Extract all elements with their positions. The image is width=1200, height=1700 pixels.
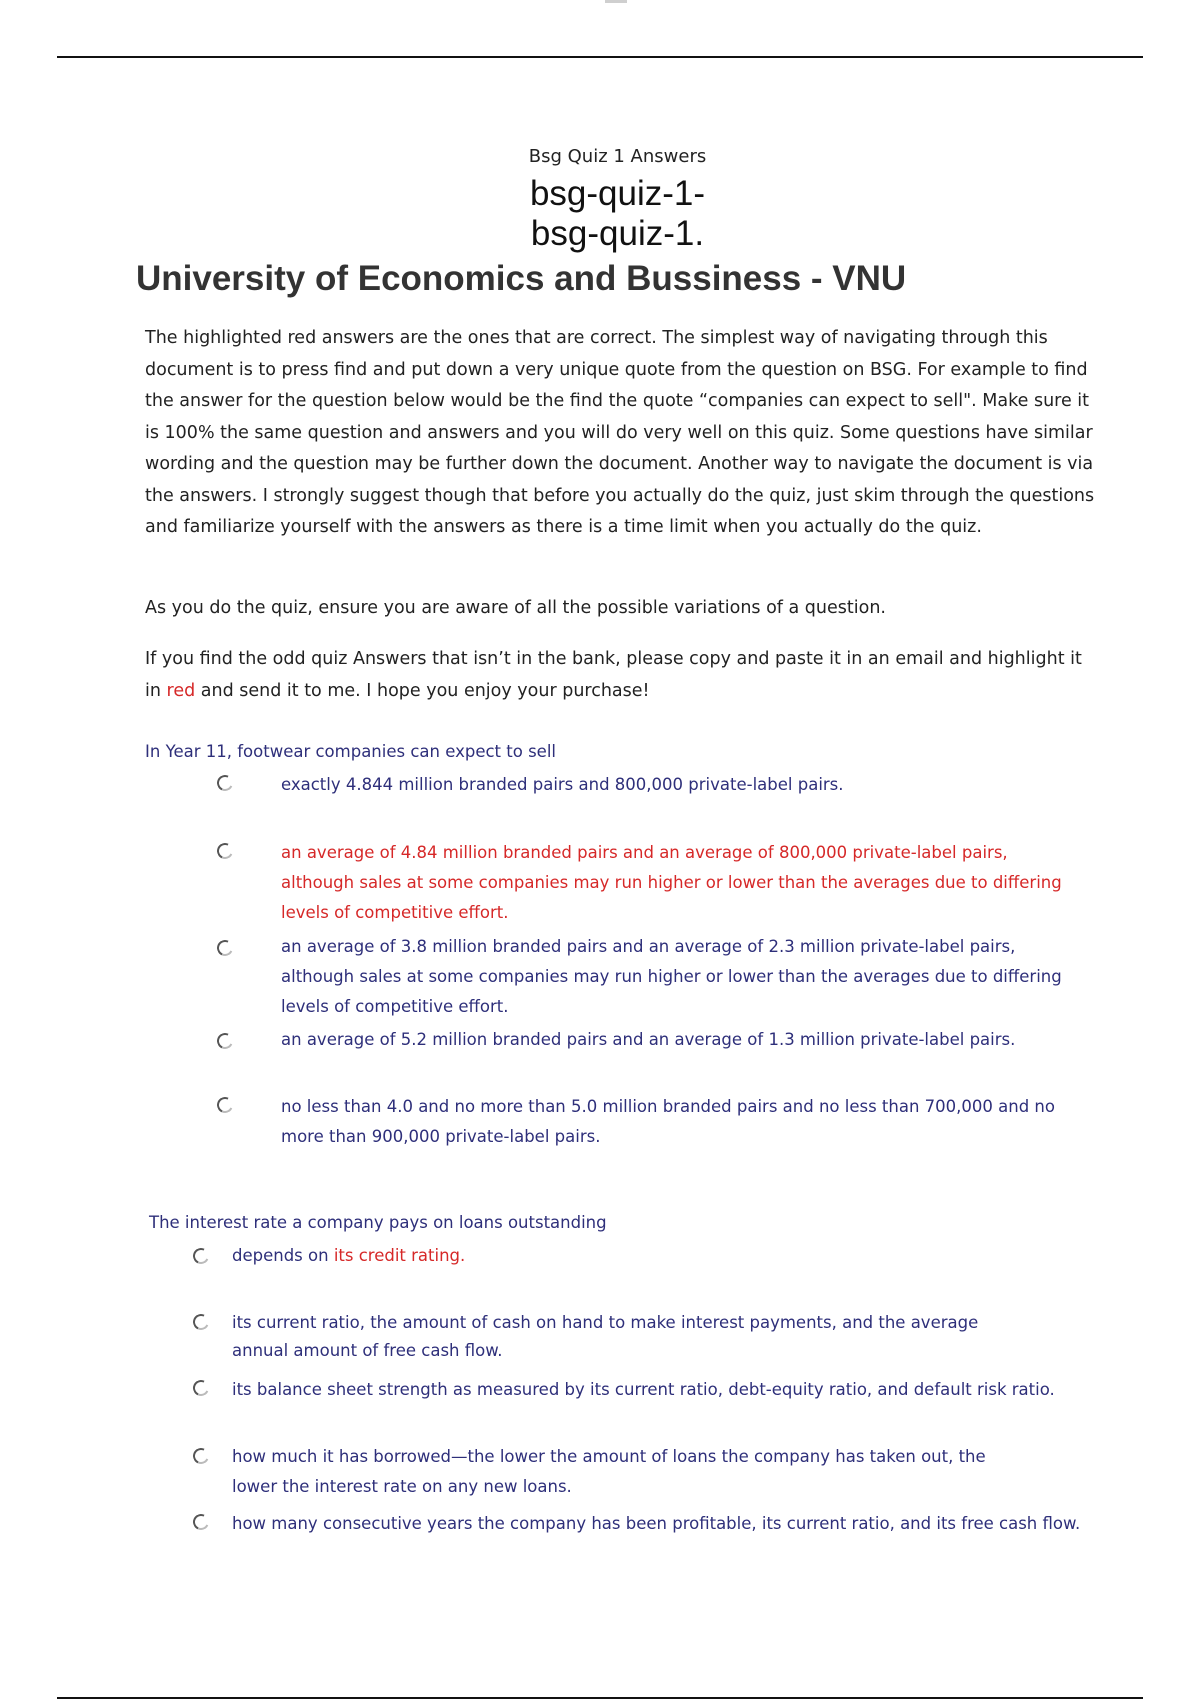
q2-option-5-text: how many consecutive years the company has been profitable, its current ratio, and its free cash flow. [232, 1514, 1081, 1533]
slug-line-1: bsg-quiz-1- [529, 174, 706, 213]
q2-option-4-text: how much it has borrowed—the lower the amount of loans the company has taken out, the lower the interest rate on any new loans. [232, 1447, 986, 1496]
q1-option-1-text: exactly 4.844 million branded pairs and 800,000 private-label pairs. [281, 775, 844, 794]
q1-option-2-radio[interactable] [215, 841, 236, 862]
q1-option-4-text: an average of 5.2 million branded pairs and an average of 1.3 million private-label pairs. [281, 1030, 1016, 1049]
intro-p3-red-word: red [166, 680, 196, 701]
intro-paragraph-1 [145, 323, 1095, 544]
q1-option-5-radio[interactable] [215, 1095, 236, 1116]
q2-option-2-text: its current ratio, the amount of cash on hand to make interest payments, and the average annual amount of free cash flow. [232, 1313, 979, 1360]
q1-option-3-text: an average of 3.8 million branded pairs and an average of 2.3 million private-label pairs, although sales at some companies may run higher or lower than the averages due to differing levels of competitive effort. [281, 937, 1062, 1016]
q2-option-1-prefix: depends on [232, 1246, 334, 1265]
question-1-text: In Year 11, footwear companies can expect to sell [145, 742, 556, 761]
q1-option-2-text-correct: an average of 4.84 million branded pairs and an average of 800,000 private-label pairs, although sales at some companies may run higher or lower than the averages due to differing levels of competitive effort. [281, 843, 1062, 922]
q1-option-5-text: no less than 4.0 and no more than 5.0 million branded pairs and no less than 700,000 and no more than 900,000 private-label pairs. [281, 1097, 1055, 1146]
q1-option-4-radio[interactable] [215, 1031, 236, 1052]
q2-option-2-radio[interactable] [191, 1312, 212, 1333]
q1-option-1-radio[interactable] [215, 773, 236, 794]
intro-p3-before: If you find the odd quiz Answers that isn’t in the bank, please copy and paste it in an email and highlight it in [145, 649, 1082, 701]
intro-paragraph-2-text: As you do the quiz, ensure you are aware of all the possible variations of a question. [145, 598, 886, 618]
header-rule [57, 56, 1143, 58]
q2-option-1-text [232, 1241, 1132, 1271]
university-heading: University of Economics and Bussiness - VNU [136, 259, 907, 298]
footer-rule [57, 1697, 1143, 1699]
intro-paragraph-3-text [145, 644, 1095, 707]
slug-line-2: bsg-quiz-1. [530, 214, 705, 253]
q2-option-3-text: its balance sheet strength as measured by its current ratio, debt-equity ratio, and default risk ratio. [232, 1380, 1055, 1399]
intro-paragraph-2 [145, 593, 1095, 625]
q2-option-1-radio[interactable] [191, 1246, 212, 1267]
document-title: Bsg Quiz 1 Answers [528, 146, 707, 167]
intro-paragraph-3 [145, 644, 1095, 707]
q2-option-4-radio[interactable] [191, 1446, 212, 1467]
intro-p3-after: and send it to me. I hope you enjoy your purchase! [195, 680, 650, 701]
page-top-mark [605, 0, 627, 3]
q1-option-3-radio[interactable] [215, 938, 236, 959]
q2-option-3-radio[interactable] [191, 1378, 212, 1399]
q2-option-5-radio[interactable] [191, 1512, 212, 1533]
question-2-text: The interest rate a company pays on loans outstanding [149, 1213, 607, 1232]
q2-option-1-correct-part: its credit rating. [333, 1246, 466, 1265]
intro-paragraph-1-text: The highlighted red answers are the ones that are correct. The simplest way of navigating through this document is to press find and put down a very unique quote from the question on BSG. For example to find the answer for the question below would be the find the quote “companies can expect to sell". Make sure it is 100% the same question and answers and you will do very well on this quiz. Some questions have similar wording and the question may be further down the document. Another way to navigate the document is via the answers. I strongly suggest though that before you actually do the quiz, just skim through the questions and familiarize yourself with the answers as there is a time limit when you actually do the quiz. [145, 328, 1095, 537]
